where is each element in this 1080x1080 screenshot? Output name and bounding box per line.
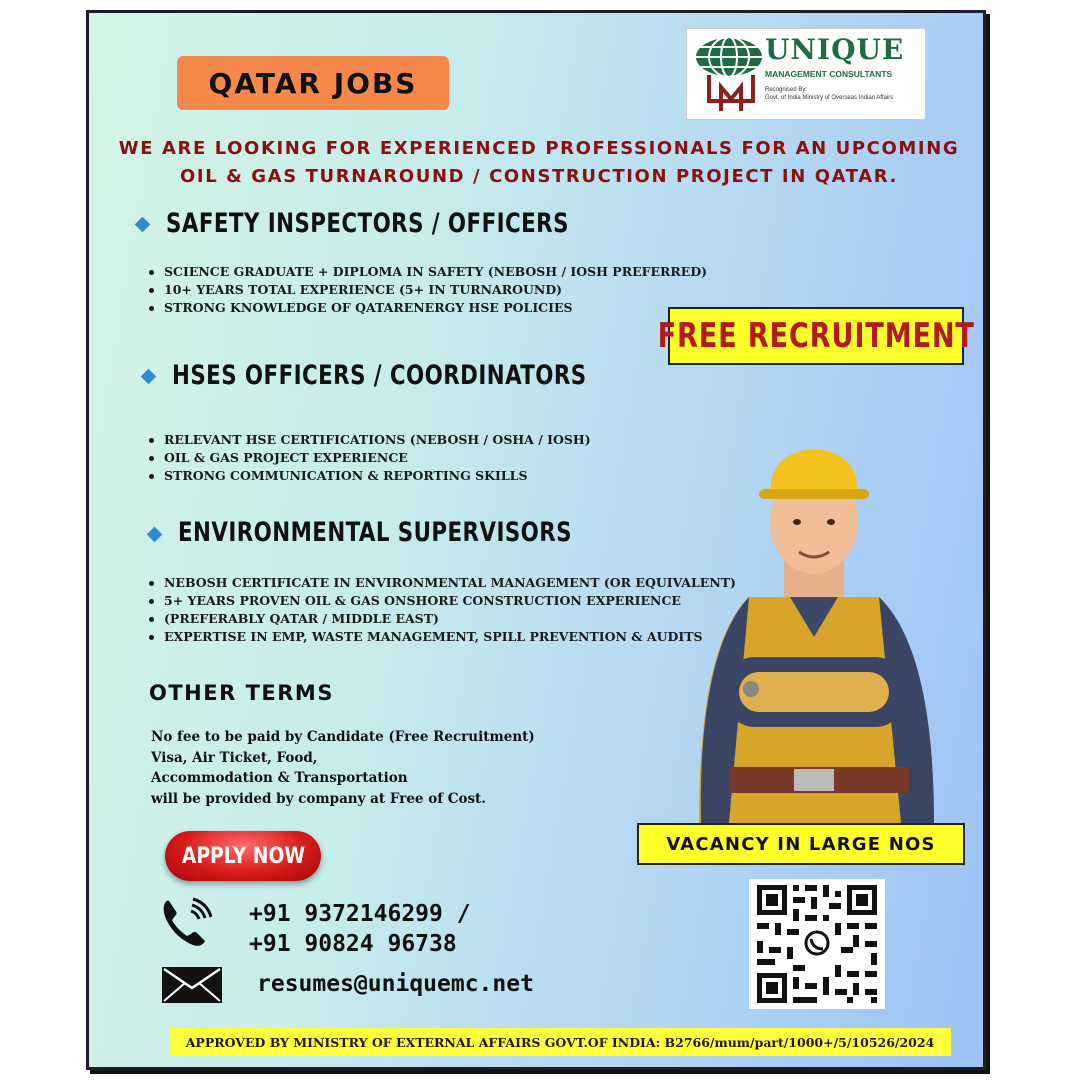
- list-item: STRONG KNOWLEDGE OF QATARENERGY HSE POLICIES: [146, 299, 707, 317]
- bullet-list-environmental: [146, 574, 736, 646]
- phone-number-2[interactable]: +91 90824 96738: [249, 931, 457, 957]
- list-item: NEBOSH CERTIFICATE IN ENVIRONMENTAL MANAGEMENT (OR EQUIVALENT): [146, 574, 736, 592]
- phone-icon: [159, 897, 215, 949]
- qatar-jobs-badge: QATAR JOBS: [177, 56, 449, 110]
- free-recruitment-label: FREE RECRUITMENT: [657, 316, 975, 356]
- list-item: OIL & GAS PROJECT EXPERIENCE: [146, 449, 591, 467]
- list-item: STRONG COMMUNICATION & REPORTING SKILLS: [146, 467, 591, 485]
- logo-recognition: [765, 86, 893, 102]
- terms-line: Accommodation & Transportation: [151, 770, 408, 786]
- headline: [89, 135, 986, 191]
- diamond-bullet-icon: [141, 369, 157, 385]
- section-title-safety: SAFETY INSPECTORS / OFFICERS: [166, 208, 569, 239]
- bullet-list-hses: [146, 431, 591, 485]
- company-logo: [686, 28, 926, 120]
- phone-numbers[interactable]: [249, 899, 471, 959]
- logo-subtitle: MANAGEMENT CONSULTANTS: [765, 69, 893, 79]
- recognised-line-2: Govt. of India Ministry of Overseas Indian Affairs: [765, 95, 894, 101]
- section-title-hses: HSES OFFICERS / COORDINATORS: [172, 360, 587, 391]
- vacancy-banner: VACANCY IN LARGE NOS: [637, 823, 965, 865]
- list-item: 5+ YEARS PROVEN OIL & GAS ONSHORE CONSTRUCTION EXPERIENCE: [146, 592, 736, 610]
- phone-number-1[interactable]: +91 9372146299 /: [249, 901, 471, 927]
- diamond-bullet-icon: [147, 527, 163, 543]
- bullet-list-safety: [146, 263, 707, 317]
- terms-line: Visa, Air Ticket, Food,: [151, 749, 318, 766]
- free-recruitment-banner: [657, 307, 975, 365]
- recognised-line-1: Recognised By:: [765, 87, 808, 93]
- terms-line: No fee to be paid by Candidate (Free Recruitment): [151, 729, 535, 745]
- apply-now-button[interactable]: [165, 831, 321, 881]
- list-item: RELEVANT HSE CERTIFICATIONS (NEBOSH / OSHA / IOSH): [146, 431, 591, 449]
- worker-illustration: [689, 427, 939, 823]
- envelope-icon: [161, 966, 223, 1004]
- terms-line: will be provided by company at Free of Cost.: [151, 790, 486, 807]
- logo-title: UNIQUE: [765, 33, 905, 66]
- approval-footer: APPROVED BY MINISTRY OF EXTERNAL AFFAIRS GOVT.OF INDIA: B2766/mum/part/1000+/5/10526/2024: [169, 1028, 951, 1056]
- list-item: EXPERTISE IN EMP, WASTE MANAGEMENT, SPILL PREVENTION & AUDITS: [146, 628, 736, 646]
- qr-code[interactable]: [749, 879, 885, 1009]
- list-item-continuation: (PREFERABLY QATAR / MIDDLE EAST): [146, 610, 736, 628]
- diamond-bullet-icon: [135, 217, 151, 233]
- apply-now-label: APPLY NOW: [181, 843, 305, 869]
- list-item: SCIENCE GRADUATE + DIPLOMA IN SAFETY (NEBOSH / IOSH PREFERRED): [146, 263, 707, 281]
- headline-line-1: WE ARE LOOKING FOR EXPERIENCED PROFESSIONALS FOR AN UPCOMING: [118, 138, 960, 159]
- other-terms-heading: OTHER TERMS: [149, 681, 334, 705]
- poster: [86, 10, 986, 1070]
- other-terms-body: [151, 727, 535, 809]
- email-link[interactable]: resumes@uniquemc.net: [257, 971, 534, 997]
- m-monogram-icon: [705, 73, 757, 115]
- headline-line-2: OIL & GAS TURNAROUND / CONSTRUCTION PROJECT IN QATAR.: [180, 166, 898, 187]
- section-title-environmental: ENVIRONMENTAL SUPERVISORS: [178, 517, 573, 548]
- list-item: 10+ YEARS TOTAL EXPERIENCE (5+ IN TURNAROUND): [146, 281, 707, 299]
